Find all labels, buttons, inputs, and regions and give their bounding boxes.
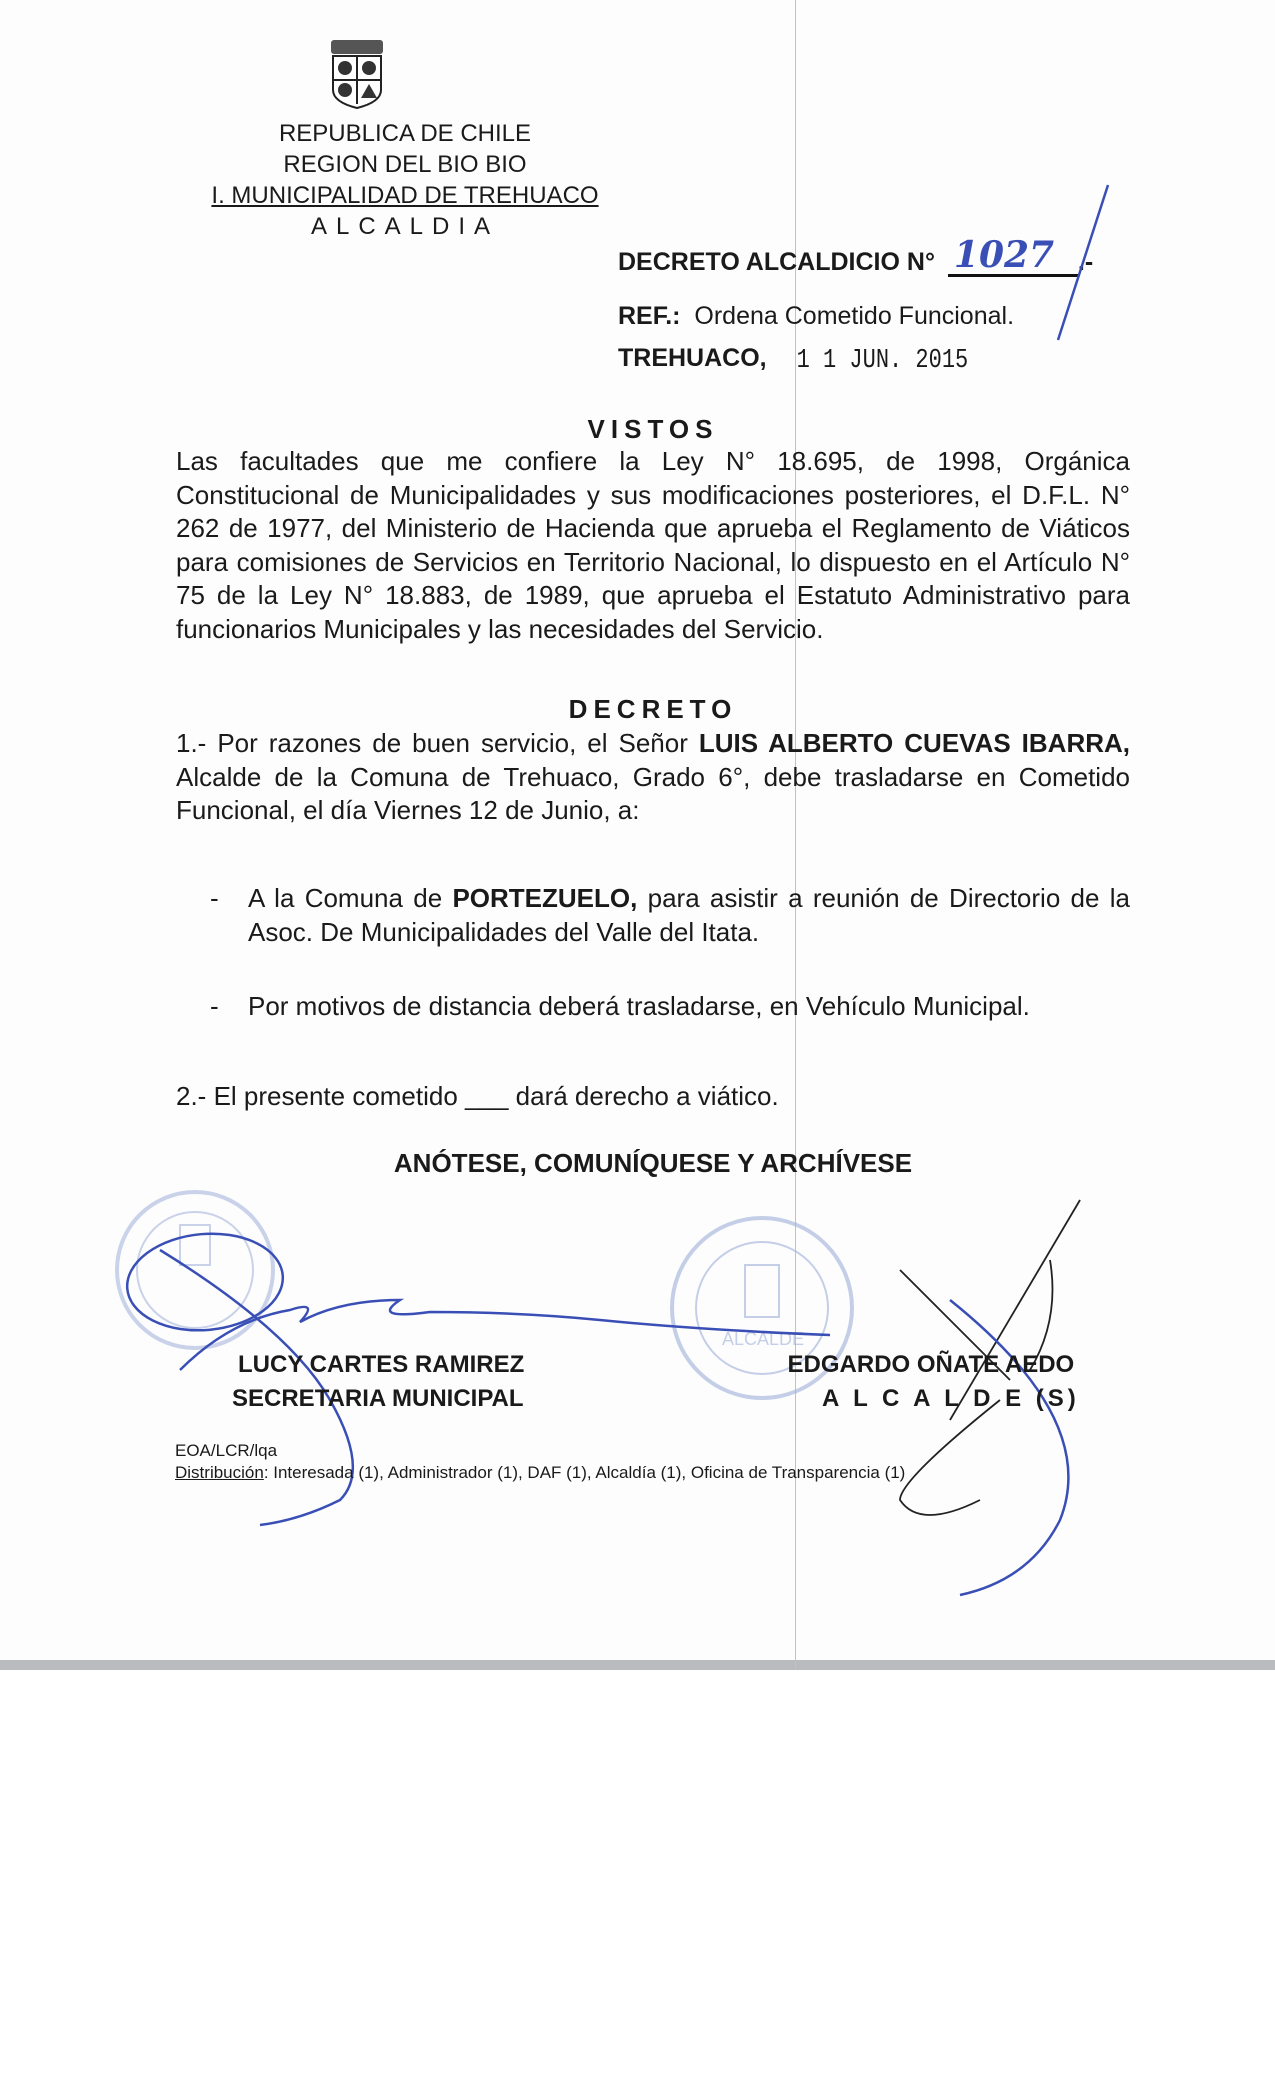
ref-text: Ordena Cometido Funcional. bbox=[694, 302, 1015, 330]
item1-text-continued: Alcalde de la Comuna de Trehuaco, Grado 6°, debe trasladarse en Cometido Funcional, el día Viernes 12 de Junio, a: bbox=[176, 761, 1130, 825]
secretary-signature-block bbox=[232, 1348, 524, 1416]
item2-blank: ___ bbox=[465, 1081, 509, 1111]
distribution-line bbox=[175, 1462, 905, 1484]
mayor-name: EDGARDO OÑATE AEDO bbox=[787, 1351, 1075, 1378]
date-stamp: 1 1 JUN. 2015 bbox=[796, 345, 969, 376]
office-line: ALCALDIA bbox=[310, 213, 500, 240]
item2-text-continued: dará derecho a viático. bbox=[508, 1081, 779, 1111]
initials: EOA/LCR/lqa bbox=[175, 1441, 278, 1460]
distribution-text: : Interesada (1), Administrador (1), DAF (1), Alcaldía (1), Oficina de Transparencia (1) bbox=[263, 1463, 906, 1482]
place: TREHUACO, bbox=[618, 344, 767, 372]
decreto-heading: DECRETO bbox=[568, 694, 738, 724]
closing-formula: ANÓTESE, COMUNÍQUESE Y ARCHÍVESE bbox=[393, 1148, 913, 1178]
bullet1-text: A la Comuna de bbox=[248, 883, 453, 913]
decree-number-slash bbox=[1058, 185, 1108, 340]
svg-text:ALCALDE: ALCALDE bbox=[722, 1329, 805, 1349]
municipality-line: I. MUNICIPALIDAD DE TREHUACO bbox=[211, 182, 599, 209]
decree-suffix: .- bbox=[1077, 248, 1094, 276]
official-name: LUIS ALBERTO CUEVAS IBARRA, bbox=[698, 728, 1130, 758]
item2-text: 2.- El presente cometido bbox=[176, 1081, 466, 1111]
item1-text: 1.- Por razones de buen servicio, el Señor bbox=[176, 728, 699, 758]
bullet1-text-continued: para asistir a reunión de Directorio de la Asoc. De Municipalidades del Valle del Itata. bbox=[248, 883, 1130, 947]
decree-number-handwritten: 1027 bbox=[953, 234, 1055, 276]
secretary-stamp bbox=[117, 1192, 273, 1348]
destination: PORTEZUELO, bbox=[452, 883, 638, 913]
decree-label: DECRETO ALCALDICIO N° bbox=[618, 248, 935, 276]
secretary-title: SECRETARIA MUNICIPAL bbox=[232, 1385, 524, 1412]
country-line: REPUBLICA DE CHILE bbox=[278, 120, 532, 147]
mayor-signature-block bbox=[782, 1348, 1080, 1416]
ref-label: REF.: bbox=[618, 302, 681, 330]
bullet-mark: - bbox=[210, 991, 219, 1021]
secretary-name: LUCY CARTES RAMIREZ bbox=[238, 1351, 525, 1378]
distribution-label: Distribución bbox=[175, 1463, 264, 1482]
bullet-mark: - bbox=[210, 883, 219, 913]
vistos-heading: VISTOS bbox=[587, 414, 719, 444]
mayor-title: A L C A L D E (S) bbox=[822, 1385, 1080, 1412]
vistos-text: Las facultades que me confiere la Ley N° 18.695, de 1998, Orgánica Constitucional de Municipalidades y sus modificaciones posteriores, el D.F.L. N° 262 de 1977, del Ministerio de Hacienda que aprueba el Reglamento de Viáticos para comisiones de Servicios en Territorio Nacional, lo dispuesto en el Artículo N° 75 de la Ley N° 18.883, de 1989, que aprueba el Estatuto Administrativo para funcionarios Municipales y las necesidades del Servicio. bbox=[176, 446, 1130, 644]
region-line: REGION DEL BIO BIO bbox=[283, 151, 527, 178]
bullet2-text: Por motivos de distancia deberá trasladarse, en Vehículo Municipal. bbox=[248, 991, 1030, 1021]
